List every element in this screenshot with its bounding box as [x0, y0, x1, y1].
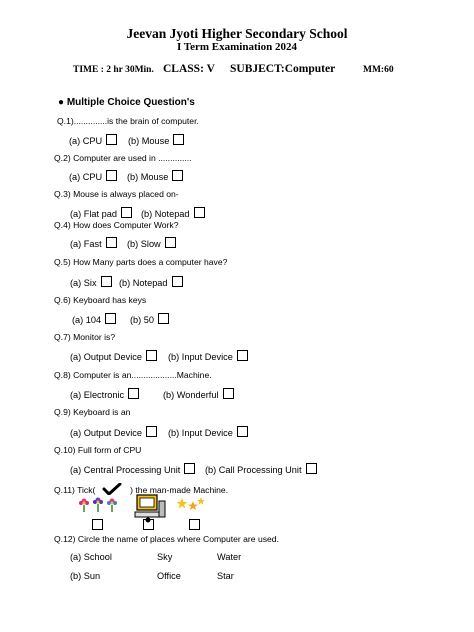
q12-word-sun[interactable]: (b) Sun [70, 571, 101, 581]
checkbox[interactable] [172, 170, 183, 181]
q5-option-a[interactable]: (a) Six [70, 276, 112, 288]
checkbox[interactable] [165, 237, 176, 248]
q11-picture-3-checkbox[interactable] [189, 519, 200, 530]
checkbox[interactable] [128, 388, 139, 399]
q9-option-a[interactable]: (a) Output Device [70, 426, 157, 438]
question-7: Q.7) Monitor is? [54, 332, 116, 342]
checkbox[interactable] [194, 207, 205, 218]
q6-option-b[interactable]: (b) 50 [130, 313, 169, 325]
checkbox[interactable] [146, 426, 157, 437]
checkbox[interactable] [237, 426, 248, 437]
q2-option-b[interactable]: (b) Mouse [127, 170, 183, 182]
q11-picture-2-checkbox[interactable] [143, 519, 154, 530]
question-2: Q.2) Computer are used in .............. [54, 153, 192, 163]
check-mark-icon [102, 483, 122, 495]
checkbox[interactable] [158, 313, 169, 324]
question-11: Q.11) Tick( ) the man-made Machine. [54, 485, 229, 495]
question-4: Q.4) How does Computer Work? [54, 220, 179, 230]
q8-option-b[interactable]: (b) Wonderful [163, 388, 234, 400]
q11-picture-1-checkbox[interactable] [92, 519, 103, 530]
q5-option-b[interactable]: (b) Notepad [119, 276, 183, 288]
q7-option-b[interactable]: (b) Input Device [168, 350, 248, 362]
q4-option-b[interactable]: (b) Slow [127, 237, 176, 249]
question-9: Q.9) Keyboard is an [54, 407, 131, 417]
exam-title: I Term Examination 2024 [176, 41, 298, 53]
checkbox[interactable] [173, 134, 184, 145]
question-3: Q.3) Mouse is always placed on- [54, 189, 179, 199]
q1-option-b[interactable]: (b) Mouse [128, 134, 184, 146]
max-marks: MM:60 [363, 65, 394, 75]
checkbox[interactable] [121, 207, 132, 218]
checkbox[interactable] [106, 170, 117, 181]
q12-word-sky[interactable]: Sky [157, 552, 173, 562]
q10-option-a[interactable]: (a) Central Processing Unit [70, 463, 195, 475]
question-6: Q.6) Keyboard has keys [54, 295, 147, 305]
q9-option-b[interactable]: (b) Input Device [168, 426, 248, 438]
q12-word-school[interactable]: (a) School [70, 552, 112, 562]
exam-class: CLASS: V [163, 63, 215, 75]
checkbox[interactable] [306, 463, 317, 474]
q6-option-a[interactable]: (a) 104 [72, 313, 116, 325]
question-5: Q.5) How Many parts does a computer have? [54, 257, 228, 267]
q3-option-b[interactable]: (b) Notepad [141, 207, 205, 219]
q12-word-office[interactable]: Office [157, 571, 181, 581]
school-name: Jeevan Jyoti Higher Secondary School [126, 26, 348, 41]
q4-option-a[interactable]: (a) Fast [70, 237, 117, 249]
q8-option-a[interactable]: (a) Electronic [70, 388, 139, 400]
question-12: Q.12) Circle the name of places where Computer are used. [54, 534, 279, 544]
q12-word-star[interactable]: Star [217, 571, 234, 581]
checkbox[interactable] [106, 134, 117, 145]
checkbox[interactable] [146, 350, 157, 361]
q7-option-a[interactable]: (a) Output Device [70, 350, 157, 362]
checkbox[interactable] [105, 313, 116, 324]
checkbox[interactable] [184, 463, 195, 474]
q2-option-a[interactable]: (a) CPU [69, 170, 117, 182]
stars-icon [177, 497, 205, 513]
q3-option-a[interactable]: (a) Flat pad [70, 207, 132, 219]
exam-subject: SUBJECT:Computer [230, 63, 336, 75]
checkbox[interactable] [223, 388, 234, 399]
q10-option-b[interactable]: (b) Call Processing Unit [205, 463, 317, 475]
section-heading: ● Multiple Choice Question's [58, 97, 195, 108]
flowers-icon [77, 495, 121, 513]
q12-word-water[interactable]: Water [217, 552, 242, 562]
question-1: Q.1)..............is the brain of computer. [57, 116, 199, 126]
checkbox[interactable] [101, 276, 112, 287]
exam-time: TIME : 2 hr 30Min. [73, 65, 154, 75]
question-10: Q.10) Full form of CPU [54, 445, 142, 455]
question-8: Q.8) Computer is an...................Machine. [54, 370, 212, 380]
checkbox[interactable] [172, 276, 183, 287]
checkbox[interactable] [237, 350, 248, 361]
checkbox[interactable] [106, 237, 117, 248]
q1-option-a[interactable]: (a) CPU [69, 134, 117, 146]
